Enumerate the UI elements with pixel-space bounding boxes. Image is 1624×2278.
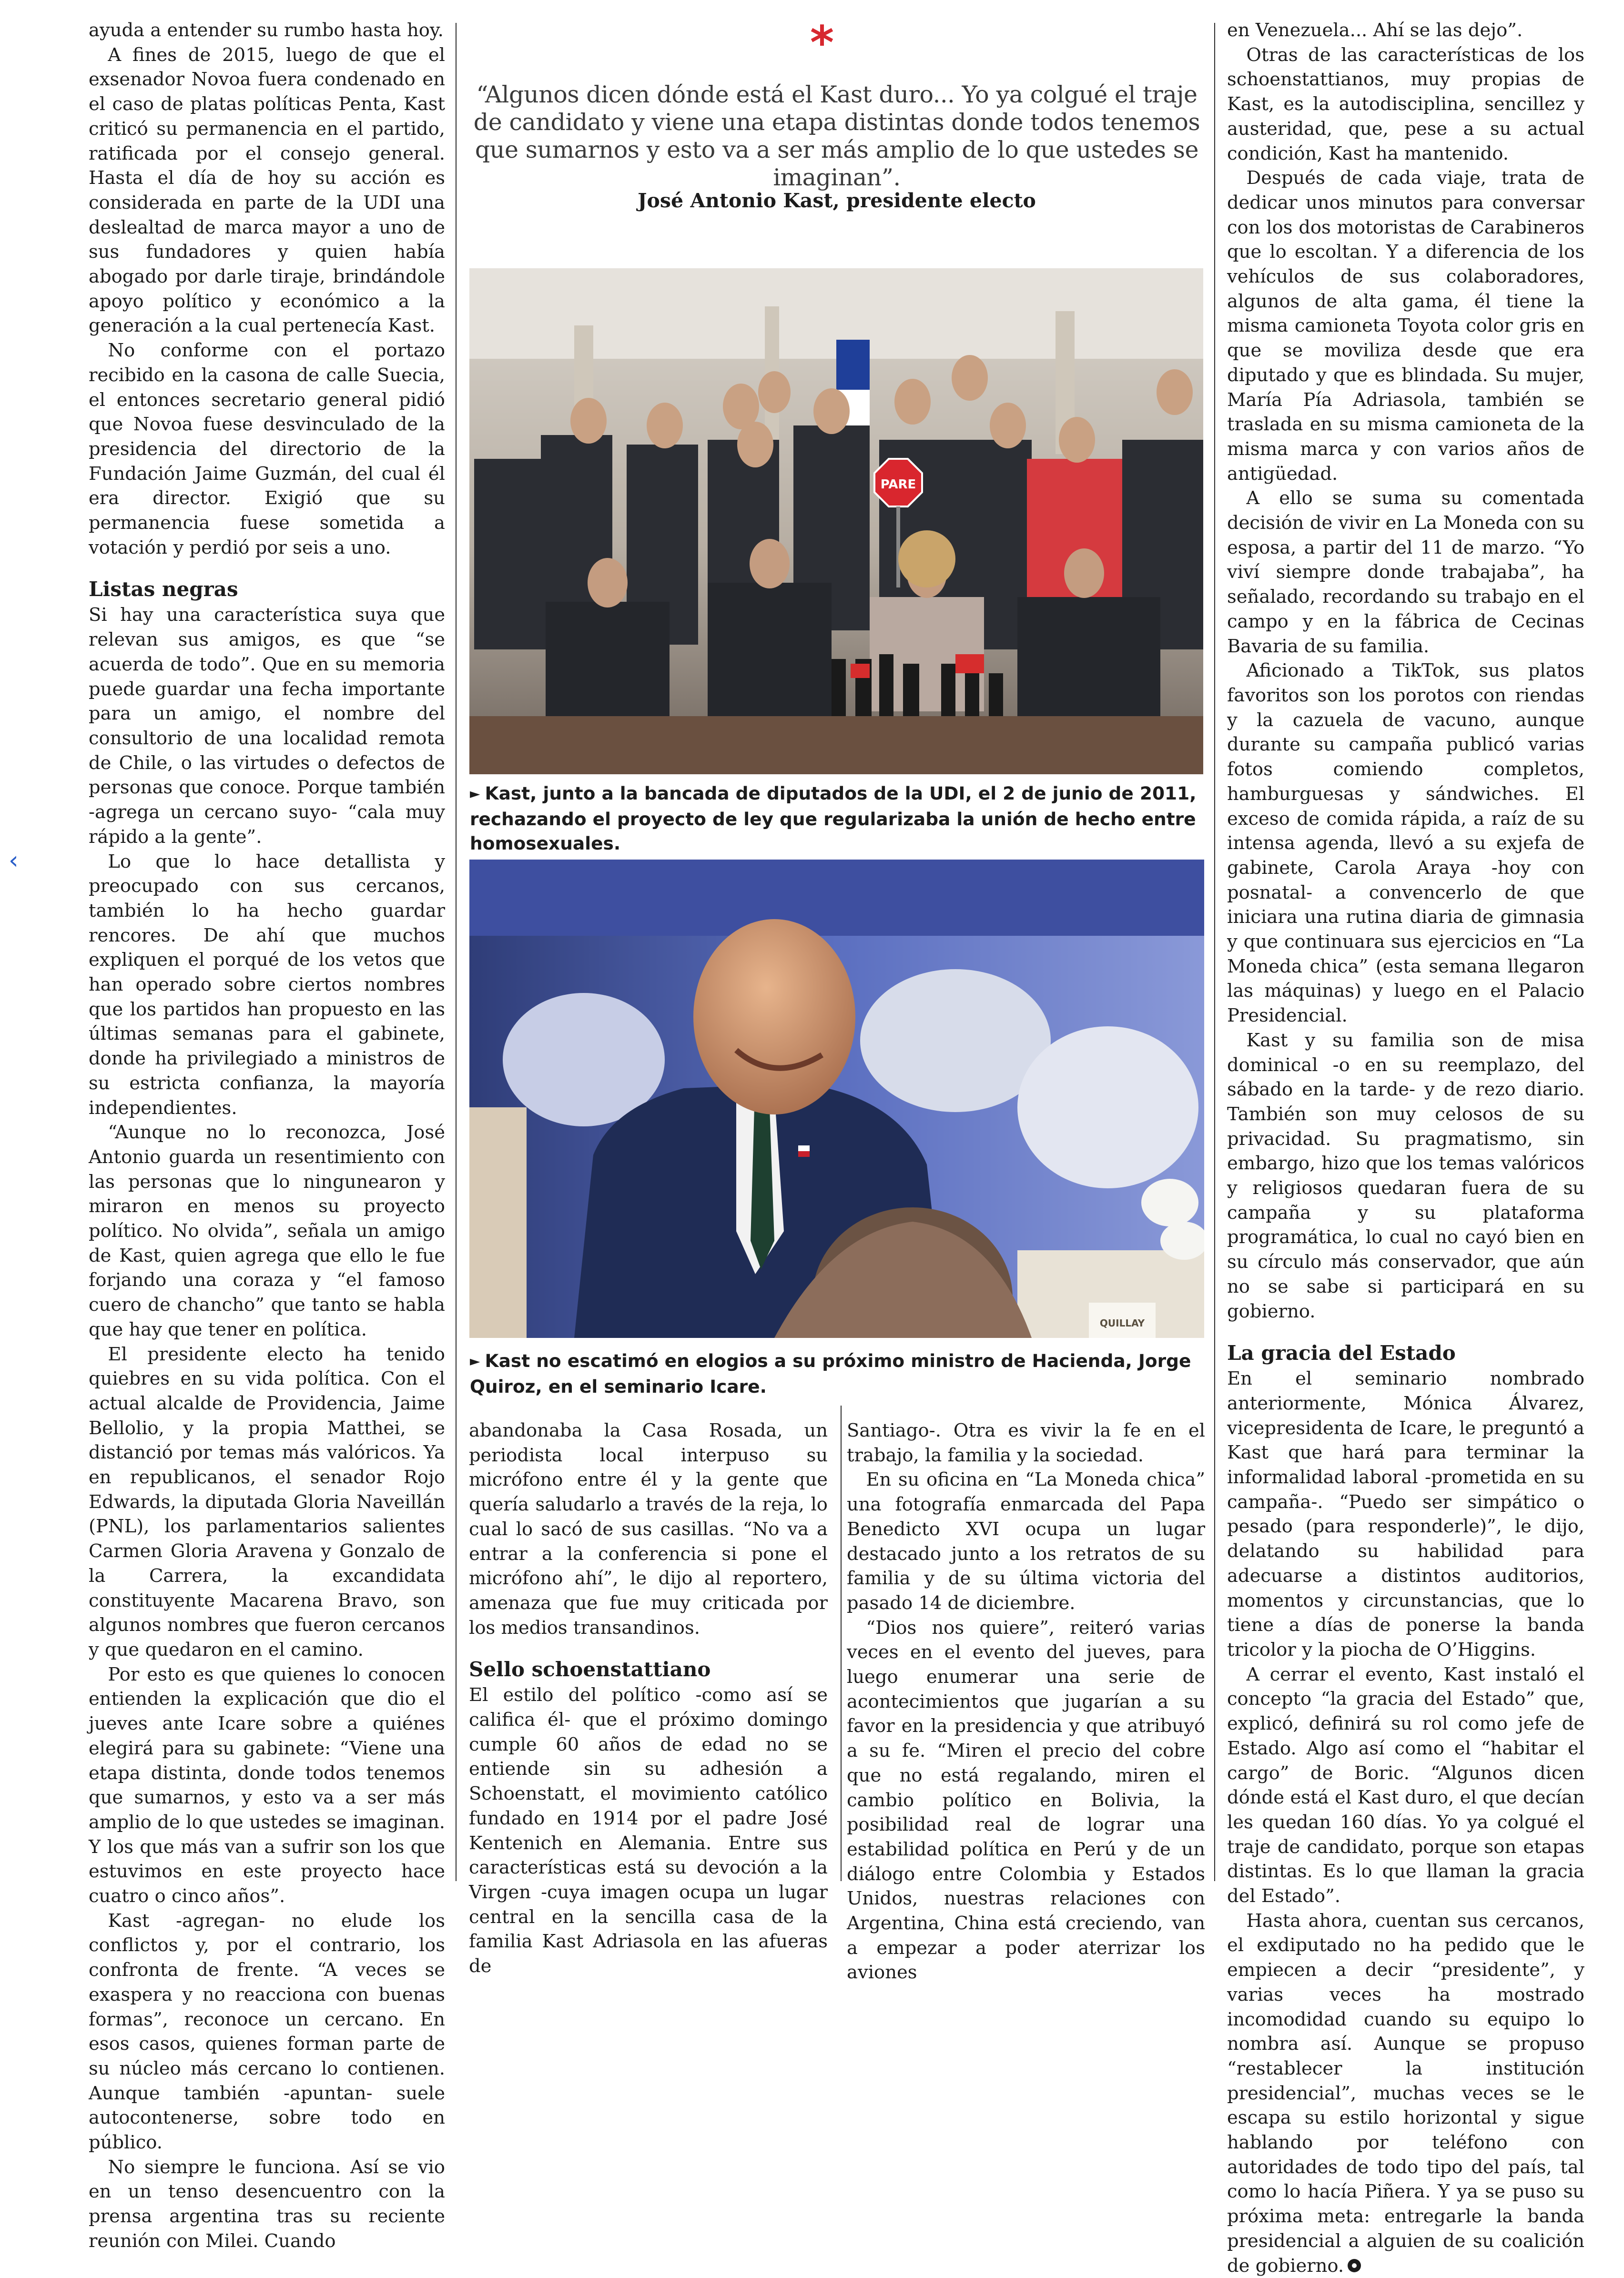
paragraph-text: Hasta ahora, cuentan sus cercanos, el exdiputado no ha pedido que le empiecen a decir “presidente”, y varias veces ha mostrado incomodidad cuando su equipo lo nombra así. Aunque se propuso “restablecer la institución presidencial”, muchas veces se le escapa su estilo horizontal y sigue hablando por teléfono con autoridades de todo tipo del país, tal como lo hacía Piñera. Y ya se puso su próxima meta: entregarle la banda presidencial a alguien de su coalición de gobierno. [1227, 1910, 1584, 2277]
photo-caption [470, 781, 1204, 856]
photo-udi-bancada [469, 268, 1203, 774]
column-divider [456, 23, 457, 1881]
paragraph: Si hay una característica suya que relevan sus amigos, es que “se acuerda de todo”. Que en su memoria puede guardar una fecha importante para un amigo, el nombre del consultorio de una localidad remota de Chile, o las virtudes o defectos de personas que conoce. Porque también -agrega un cercano suyo- “cala muy rápido a la gente”. [89, 604, 445, 848]
quote-attribution: José Antonio Kast, presidente electo [638, 189, 1036, 212]
asterisk-ornament-icon: * [810, 16, 834, 70]
paragraph: Lo que lo hace detallista y preocupado con sus cercanos, también lo ha hecho guardar rencores. De ahí que muchos expliquen el porqué de los vetos que han operado sobre ciertos nombres que los partidos han propuesto en las últimas semanas para el gabinete, donde ha privilegiado a ministros de su estricta confianza, la mayoría independientes. [89, 850, 445, 1119]
paragraph: A cerrar el evento, Kast instaló el concepto “la gracia del Estado” que, explicó, definirá su rol como jefe de Estado. Algo así como el “habitar el cargo” de Boric. “Algunos dicen dónde está el Kast duro, el que decían les quedan 160 días. Yo ya colgué el traje de candidato, porque son etapas distintas. Es lo que llaman la gracia del Estado”. [1227, 1663, 1584, 1907]
caption-marker-icon: ► [470, 786, 480, 801]
stop-sign-text: PARE [880, 477, 916, 492]
table-card-text: QUILLAY [1099, 1317, 1145, 1329]
section-heading: Listas negras [89, 577, 238, 601]
paragraph: en Venezuela... Ahí se las dejo”. [1227, 20, 1523, 41]
paragraph: El presidente electo ha tenido quiebres en su vida política. Con el actual alcalde de Providencia, Jaime Bellolio, y la propia Matthei, se distanció por temas más valóricos. Ya en republicanos, el senador Rojo Edwards, la diputada Gloria Naveillán (PNL), los parlamentarios salientes Carmen Gloria Aravena y Gonzalo de la Carrera, la excandidata constituyente Macarena Bravo, son algunos nombres que fueron cercanos y que quedaron en el camino. [89, 1343, 445, 1660]
paragraph: ayuda a entender su rumbo hasta hoy. [89, 20, 444, 41]
article-column-right [1227, 18, 1584, 2278]
paragraph: En su oficina en “La Moneda chica” una fotografía enmarcada del Papa Benedicto XVI ocupa un lugar destacado junto a los retratos de su familia y de su última victoria del pasado 14 de diciembre. [847, 1469, 1205, 1614]
paragraph: Otras de las características de los schoenstattianos, muy propias de Kast, es la autodisciplina, sencillez y austeridad, que, pese a su actual condición, Kast ha mantenido. [1227, 44, 1584, 164]
photo-caption [470, 1349, 1204, 1399]
paragraph: Aficionado a TikTok, sus platos favoritos son los porotos con riendas y la cazuela de vacuno, aunque durante su campaña publicó varias fotos comiendo completos, hamburguesas y sándwiches. El exceso de comida rápida, a raíz de su intensa agenda, llevó a su exjefa de gabinete, Carola Araya -hoy con posnatal- a convencerlo de que iniciara una rutina diaria de gimnasia y que continuara sus ejercicios en “La Moneda chica” (esta semana llegaron las máquinas) y luego en el Palacio Presidencial. [1227, 660, 1584, 1027]
article-column-middle-b [847, 1418, 1205, 1985]
photo-udi-bancada-image [469, 268, 1203, 774]
photo-kast-icare [469, 860, 1204, 1338]
paragraph: Después de cada viaje, trata de dedicar unos minutos para conversar con los dos motoristas de Carabineros que lo escoltan. Y a diferencia de los vehículos de sus colaboradores, algunos de alta gama, él tiene la misma camioneta Toyota color gris en que se moviliza desde que era diputado y que es blindada. Su mujer, María Pía Adriasola, también se traslada en su misma camioneta de la misma marca y con varios años de antigüedad. [1227, 167, 1584, 485]
caption-marker-icon: ► [470, 1353, 480, 1369]
paragraph: abandonaba la Casa Rosada, un periodista local interpuso su micrófono entre él y la gente que quería saludarlo a través de la reja, lo cual lo sacó de sus casillas. “No va a entrar a la conferencia si pone el micrófono ahí”, le dijo al reportero, amenaza que fue muy criticada por los medios transandinos. [469, 1420, 828, 1639]
section-heading: Sello schoenstattiano [469, 1658, 711, 1681]
paragraph: A fines de 2015, luego de que el exsenador Novoa fuera condenado en el caso de platas políticas Penta, Kast criticó su permanencia en el partido, ratificada por el consejo general. Hasta el día de hoy su acción es considerada en parte de la UDI una deslealtad de marca mayor a uno de sus fundadores y quien había abogado por darle tiraje, brindándole apoyo político y económico a la generación a la cual pertenecía Kast. [89, 44, 445, 337]
paragraph: El estilo del político -como así se califica él- que el próximo domingo cumple 60 años de edad no se entiende sin su adhesión a Schoenstatt, el movimiento católico fundado en 1914 por el padre José Kentenich en Alemania. Entre sus características está su devoción a la Virgen -cuya imagen ocupa un lugar central en la sencilla casa de la familia Kast Adriasola en las afueras de [469, 1684, 828, 1977]
caption-text: Kast no escatimó en elogios a su próximo ministro de Hacienda, Jorge Quiroz, en el seminario Icare. [470, 1350, 1191, 1397]
section-heading: La gracia del Estado [1227, 1341, 1456, 1365]
paragraph: A ello se suma su comentada decisión de vivir en La Moneda con su esposa, a partir del 11 de marzo. “Yo viví siempre donde trabajaba”, ha señalado, recordando su trabajo en el campo y en la fábrica de Cecinas Bavaria de su familia. [1227, 487, 1584, 657]
photo-kast-icare-image [469, 860, 1204, 1338]
paragraph: No siempre le funciona. Así se vio en un tenso desencuentro con la prensa argentina tras su reciente reunión con Milei. Cuando [89, 2156, 445, 2252]
caption-text: Kast, junto a la bancada de diputados de la UDI, el 2 de junio de 2011, rechazando el proyecto de ley que regularizaba la unión de hecho entre homosexuales. [470, 783, 1197, 854]
paragraph: No conforme con el portazo recibido en la casona de calle Suecia, el entonces secretario general pidió que Novoa fuese desvinculado de la presidencia del directorio de la Fundación Jaime Guzmán, del cual él era director. Exigió que su permanencia fuese sometida a votación y perdió por seis a uno. [89, 340, 445, 558]
article-column-middle-a [469, 1418, 828, 1979]
paragraph: Kast -agregan- no elude los conflictos y, por el contrario, los confronta de frente. “A veces se exaspera y no reacciona con buenas formas”, reconoce un cercano. En esos casos, quienes forman parte de su núcleo más cercano lo contienen. Aunque también -apuntan- suele autocontenerse, sobre todo en público. [89, 1910, 445, 2154]
paragraph: Por esto es que quienes lo conocen entienden la explicación que dio el jueves ante Icare sobre a quiénes elegirá para su gabinete: “Viene una etapa distinta, donde todos tenemos que sumarnos, y esto va a ser más amplio de lo que ustedes se imaginan. Y los que más van a sufrir son los que estuvimos en este proyecto hace cuatro o cinco años”. [89, 1663, 445, 1907]
paragraph: En el seminario nombrado anteriormente, Mónica Álvarez, vicepresidenta de Icare, le preguntó a Kast que hará para terminar la informalidad laboral -prometida en su campaña-. “Puedo ser simpático o pesado (para responderle)”, le dijo, delatando su habilidad para adecuarse a distintos auditorios, momentos y circunstancias, que lo tiene a días de ponerse la banda tricolor y la piocha de O’Higgins. [1227, 1368, 1584, 1660]
end-of-article-icon [1348, 2259, 1361, 2272]
paragraph: Santiago-. Otra es vivir la fe en el trabajo, la familia y la sociedad. [847, 1420, 1205, 1466]
paragraph: “Dios nos quiere”, reiteró varias veces en el evento del jueves, para luego enumerar una serie de acontecimientos que jugarían a su favor en la presidencia y que atribuyó a su fe. “Miren el precio del cobre que no está regalando, miren el cambio político en Bolivia, la posibilidad real de lograr una estabilidad política en Perú y de un diálogo entre Colombia y Estados Unidos, nuestras relaciones con Argentina, China está creciendo, van a empezar a poder aterrizar los aviones [847, 1617, 1205, 1984]
paragraph: Kast y su familia son de misa dominical -o en su reemplazo, del sábado en la tarde- y de rezo diario. También son muy celosos de su privacidad. Su pragmatismo, sin embargo, hizo que los temas valóricos y religiosos quedaran fuera de su campaña y su plataforma programática, lo cual no cayó bien en su círculo más conservador, que aún no se sabe si participará en su gobierno. [1227, 1029, 1584, 1322]
back-chevron-icon[interactable]: ‹ [9, 846, 19, 875]
column-divider [1214, 23, 1215, 1881]
pull-quote: “Algunos dicen dónde está el Kast duro... Yo ya colgué el traje de candidato y viene una etapa distintas donde todos tenemos que sumarnos y esto va a ser más amplio de lo que ustedes se imaginan”. [473, 81, 1200, 191]
paragraph [1227, 1909, 1584, 2278]
paragraph: “Aunque no lo reconozca, José Antonio guarda un resentimiento con las personas que lo ningunearon y miraron en menos su proyecto político. No olvida”, señala un amigo de Kast, quien agrega que ello le fue forjando una coraza y “el famoso cuero de chancho” que tanto se habla que hay que tener en política. [89, 1122, 445, 1340]
article-column-left [89, 18, 445, 2254]
column-divider [841, 1406, 842, 1881]
